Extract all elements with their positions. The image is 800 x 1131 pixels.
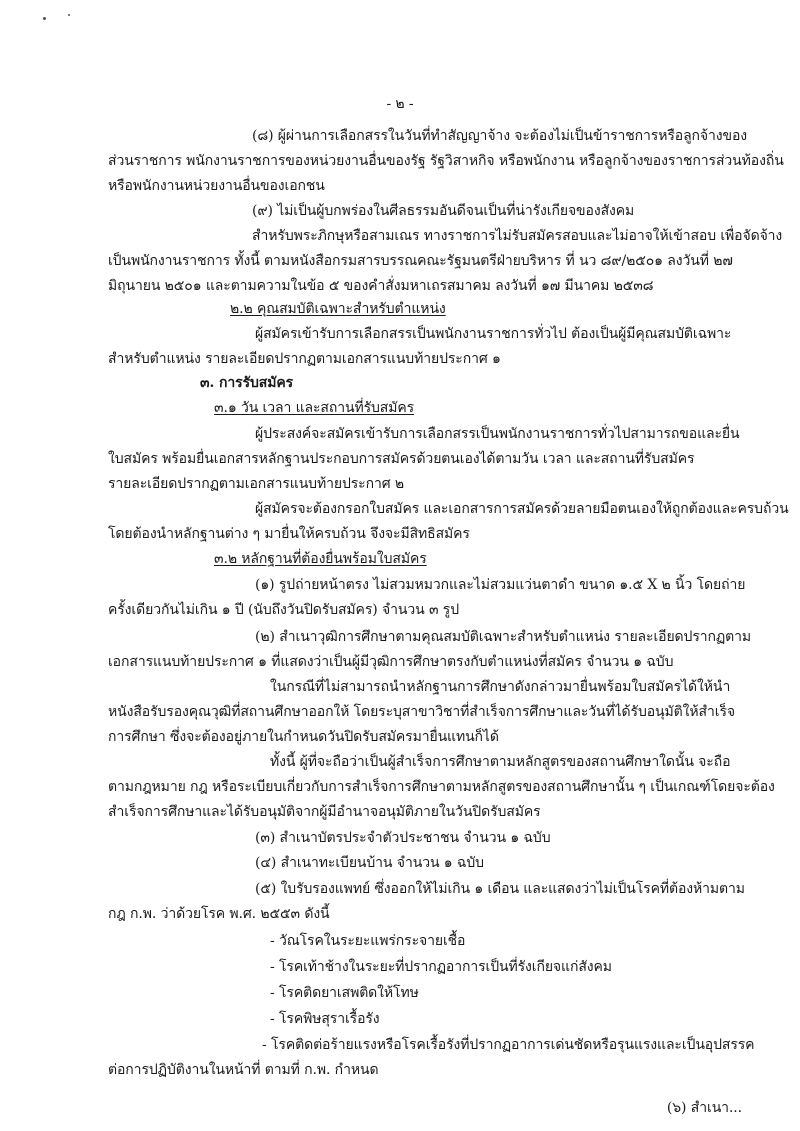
disease-item-5-line-2: ต่อการปฏิบัติงานในหน้าที่ ตามที่ ก.พ. กำหนด — [108, 1062, 379, 1078]
section-2-2-line-2: สำหรับตำแหน่ง รายละเอียดปรากฏตามเอกสารแนบท้ายประกาศ ๑ — [108, 351, 501, 367]
disease-item-1: - วัณโรคในระยะแพร่กระจายเชื้อ — [270, 933, 466, 949]
monk-note-line-3: มิถุนายน ๒๕๐๑ และตามความในข้อ ๕ ของคำสั่งมหาเถรสมาคม ลงวันที่ ๑๗ มีนาคม ๒๕๓๘ — [108, 278, 654, 294]
section-3-2-heading: ๓.๒ หลักฐานที่ต้องยื่นพร้อมใบสมัคร — [214, 551, 427, 567]
item-8-line-2: ส่วนราชการ พนักงานราชการของหน่วยงานอื่นของรัฐ รัฐวิสาหกิจ หรือพนักงาน หรือลูกจ้างของราชการส่วนท้องถิ่น — [108, 153, 784, 169]
section-3-1-line-3: รายละเอียดปรากฏตามเอกสารแนบท้ายประกาศ ๒ — [108, 476, 404, 492]
scan-speck — [43, 17, 46, 20]
doc-5-line-1: (๕) ใบรับรองแพทย์ ซึ่งออกให้ไม่เกิน ๑ เดือน และแสดงว่าไม่เป็นโรคที่ต้องห้ามตาม — [255, 881, 745, 897]
section-3-heading: ๓. การรับสมัคร — [200, 375, 294, 391]
section-2-2-line-1: ผู้สมัครเข้ารับการเลือกสรรเป็นพนักงานราชการทั่วไป ต้องเป็นผู้มีคุณสมบัติเฉพาะ — [255, 326, 732, 342]
monk-note-line-2: เป็นพนักงานราชการ ทั้งนี้ ตามหนังสือกรมสารบรรณคณะรัฐมนตรีฝ่ายบริหาร ที่ นว ๘๙/๒๕๐๑ ลงวันที่ ๒๗ — [108, 253, 733, 269]
item-8-line-1: (๘) ผู้ผ่านการเลือกสรรในวันที่ทำสัญญาจ้าง จะต้องไม่เป็นข้าราชการหรือลูกจ้างของ — [252, 128, 748, 144]
section-3-1-line-5: โดยต้องนำหลักฐานต่าง ๆ มายื่นให้ครบถ้วน จึงจะมีสิทธิสมัคร — [108, 526, 470, 542]
doc-1-line-1: (๑) รูปถ่ายหน้าตรง ไม่สวมหมวกและไม่สวมแว่นตาดำ ขนาด ๑.๕ X ๒ นิ้ว โดยถ่าย — [255, 577, 746, 593]
doc-2-line-2: เอกสารแนบท้ายประกาศ ๑ ที่แสดงว่าเป็นผู้มีวุฒิการศึกษาตรงกับตำแหน่งที่สมัคร จำนวน ๑ ฉบับ — [108, 654, 674, 670]
doc-2-note-line-5: ตามกฎหมาย กฎ หรือระเบียบเกี่ยวกับการสำเร็จการศึกษาตามหลักสูตรของสถานศึกษานั้น ๆ เป็นเกณฑ์โดยจะต้อง — [108, 779, 775, 795]
doc-2-note-line-4: ทั้งนี้ ผู้ที่จะถือว่าเป็นผู้สำเร็จการศึกษาตามหลักสูตรของสถานศึกษาใดนั้น จะถือ — [270, 754, 731, 770]
doc-2-note-line-1: ในกรณีที่ไม่สามารถนำหลักฐานการศึกษาดังกล่าวมายื่นพร้อมใบสมัครได้ให้นำ — [270, 679, 731, 695]
doc-1-line-2: ครั้งเดียวกันไม่เกิน ๑ ปี (นับถึงวันปิดรับสมัคร) จำนวน ๓ รูป — [108, 602, 459, 618]
doc-2-note-line-2: หนังสือรับรองคุณวุฒิที่สถานศึกษาออกให้ โดยระบุสาขาวิชาที่สำเร็จการศึกษาและวันที่ได้รับอนุมัติให้สำเร็จ — [108, 704, 736, 720]
doc-2-note-line-3: การศึกษา ซึ่งจะต้องอยู่ภายในกำหนดวันปิดรับสมัครมายื่นแทนก็ได้ — [108, 729, 499, 745]
doc-2-line-1: (๒) สำเนาวุฒิการศึกษาตามคุณสมบัติเฉพาะสำหรับตำแหน่ง รายละเอียดปรากฏตาม — [255, 629, 752, 645]
disease-item-5-line-1: - โรคติดต่อร้ายแรงหรือโรคเรื้อรังที่ปรากฏอาการเด่นชัดหรือรุนแรงและเป็นอุปสรรค — [262, 1037, 755, 1053]
section-3-1-line-1: ผู้ประสงค์จะสมัครเข้ารับการเลือกสรรเป็นพนักงานราชการทั่วไปสามารถขอและยื่น — [255, 426, 740, 442]
continuation-marker: (๖) สำเนา... — [666, 1100, 742, 1116]
section-3-1-line-4: ผู้สมัครจะต้องกรอกใบสมัคร และเอกสารการสมัครด้วยลายมือตนเองให้ถูกต้องและครบถ้วน — [255, 501, 789, 517]
scan-speck — [68, 14, 70, 16]
doc-3-line: (๓) สำเนาบัตรประจำตัวประชาชน จำนวน ๑ ฉบับ — [255, 830, 551, 846]
page-number: - ๒ - — [386, 96, 414, 112]
doc-2-note-line-6: สำเร็จการศึกษาและได้รับอนุมัติจากผู้มีอำนาจอนุมัติภายในวันปิดรับสมัคร — [108, 804, 541, 820]
section-3-1-line-2: ใบสมัคร พร้อมยื่นเอกสารหลักฐานประกอบการสมัครด้วยตนเองได้ตามวัน เวลา และสถานที่รับสมัคร — [108, 451, 695, 467]
section-2-2-heading: ๒.๒ คุณสมบัติเฉพาะสำหรับตำแหน่ง — [230, 301, 446, 317]
disease-item-4: - โรคพิษสุราเรื้อรัง — [270, 1011, 380, 1027]
disease-item-2: - โรคเท้าช้างในระยะที่ปรากฏอาการเป็นที่รังเกียจแก่สังคม — [270, 959, 612, 975]
doc-5-line-2: กฎ ก.พ. ว่าด้วยโรค พ.ศ. ๒๕๕๓ ดังนี้ — [108, 906, 330, 922]
section-3-1-heading: ๓.๑ วัน เวลา และสถานที่รับสมัคร — [214, 400, 415, 416]
doc-4-line: (๔) สำเนาทะเบียนบ้าน จำนวน ๑ ฉบับ — [255, 855, 484, 871]
item-9-line-1: (๙) ไม่เป็นผู้บกพร่องในศีลธรรมอันดีจนเป็นที่น่ารังเกียจของสังคม — [252, 203, 635, 219]
item-8-line-3: หรือพนักงานหน่วยงานอื่นของเอกชน — [108, 178, 325, 194]
monk-note-line-1: สำหรับพระภิกษุหรือสามเณร ทางราชการไม่รับสมัครสอบและไม่อาจให้เข้าสอบ เพื่อจัดจ้าง — [252, 228, 783, 244]
disease-item-3: - โรคติดยาเสพติดให้โทษ — [270, 985, 419, 1001]
